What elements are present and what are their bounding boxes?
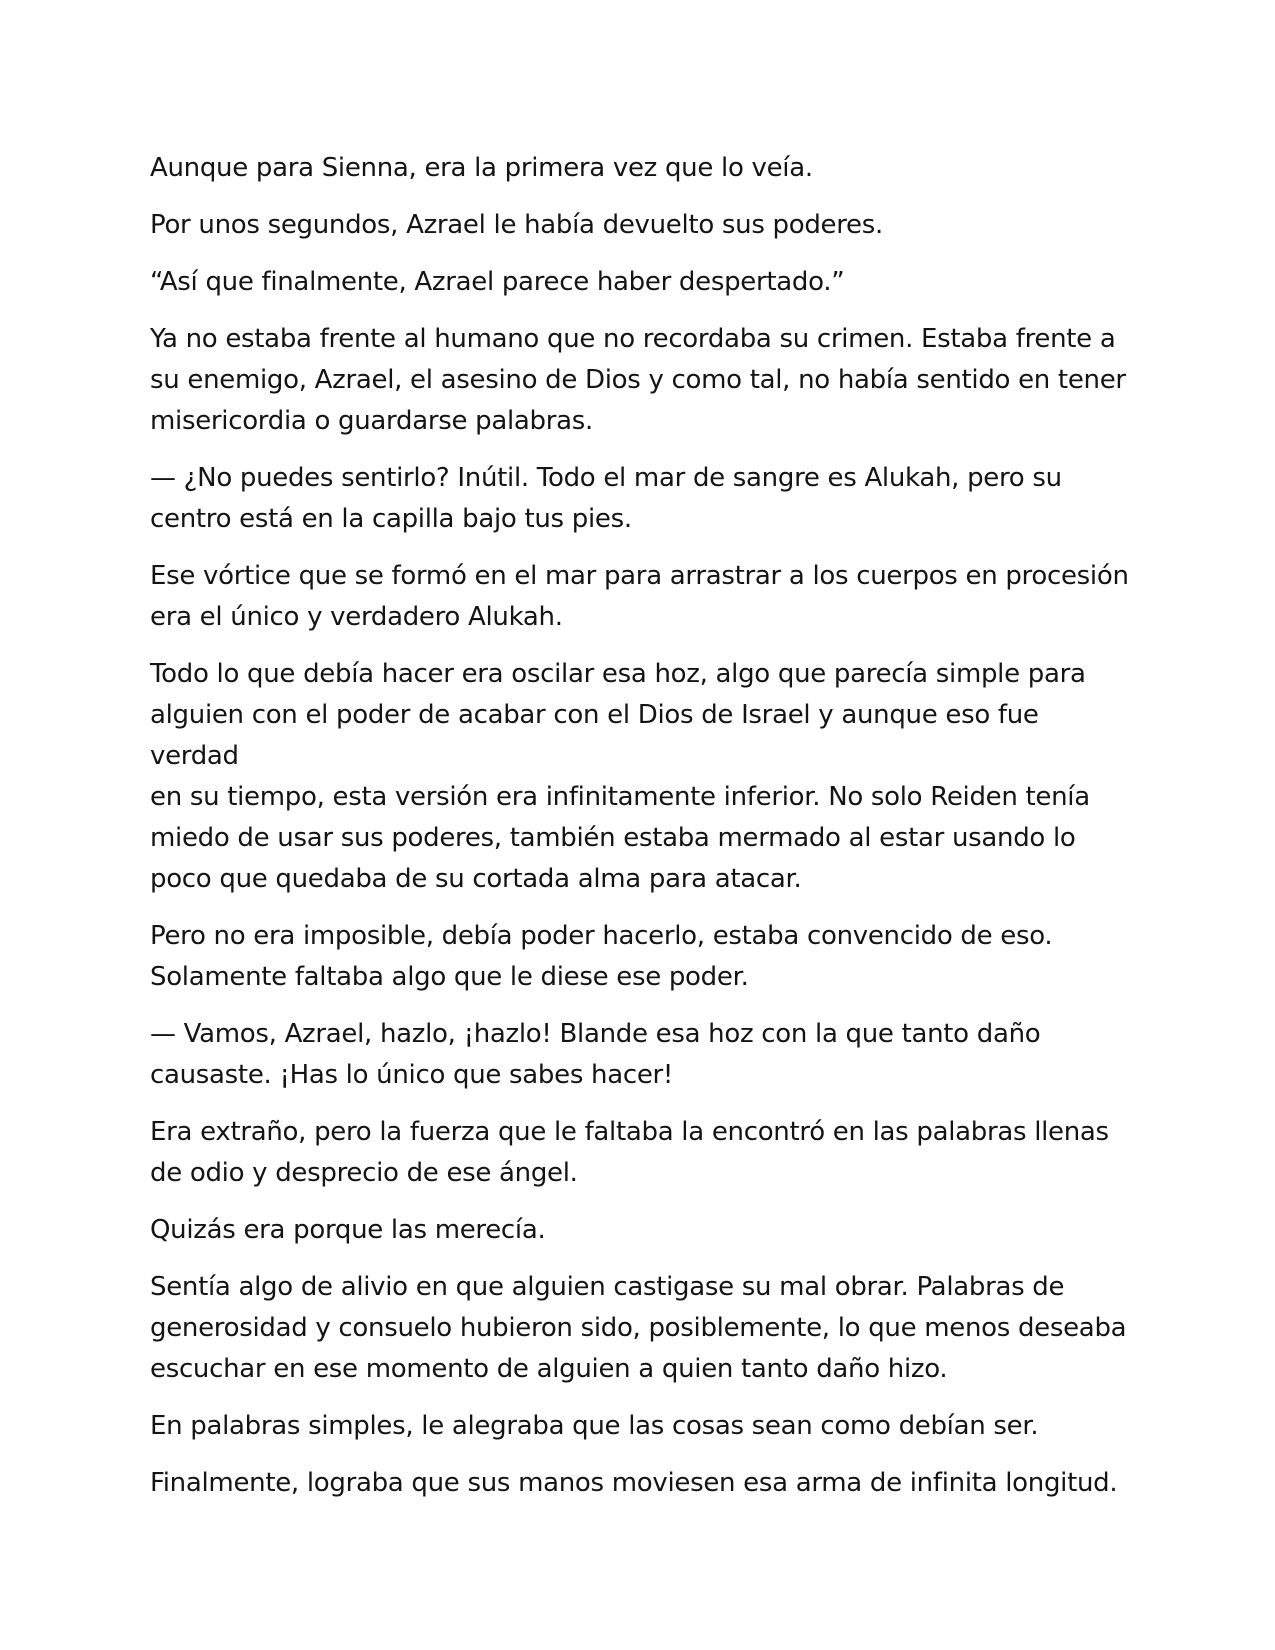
paragraph: En palabras simples, le alegraba que las cosas sean como debían ser. (150, 1411, 1039, 1441)
paragraph: Sentía algo de alivio en que alguien castigase su mal obrar. Palabras de generosidad y consuelo hubieron sido, posiblemente, lo que menos deseaba escuchar en ese momento de alguien a quien tanto daño hizo. (150, 1272, 1127, 1384)
paragraph: — Vamos, Azrael, hazlo, ¡hazlo! Blande esa hoz con la que tanto daño causaste. ¡Has lo único que sabes hacer! (150, 1019, 1041, 1090)
body-text (150, 148, 1135, 1520)
paragraph: — ¿No puedes sentirlo? Inútil. Todo el mar de sangre es Alukah, pero su centro está en la capilla bajo tus pies. (150, 463, 1062, 534)
paragraph: Aunque para Sienna, era la primera vez que lo veía. (150, 153, 813, 183)
paragraph: Por unos segundos, Azrael le había devuelto sus poderes. (150, 210, 883, 240)
paragraph: Era extraño, pero la fuerza que le faltaba la encontró en las palabras llenas de odio y desprecio de ese ángel. (150, 1117, 1109, 1188)
paragraph: Todo lo que debía hacer era oscilar esa hoz, algo que parecía simple para alguien con el poder de acabar con el Dios de Israel y aunque eso fue verdad en su tiempo, esta versión era infinitamente inferior. No solo Reiden tenía miedo de usar sus poderes, también estaba mermado al estar usando lo poco que quedaba de su cortada alma para atacar. (150, 659, 1090, 894)
paragraph: Finalmente, lograba que sus manos moviesen esa arma de infinita longitud. (150, 1468, 1118, 1498)
paragraph: Pero no era imposible, debía poder hacerlo, estaba convencido de eso. Solamente faltaba algo que le diese ese poder. (150, 921, 1053, 992)
paragraph: Ese vórtice que se formó en el mar para arrastrar a los cuerpos en procesión era el único y verdadero Alukah. (150, 561, 1129, 632)
paragraph: Quizás era porque las merecía. (150, 1215, 546, 1245)
paragraph: “Así que finalmente, Azrael parece haber despertado.” (150, 267, 845, 297)
paragraph: Ya no estaba frente al humano que no recordaba su crimen. Estaba frente a su enemigo, Azrael, el asesino de Dios y como tal, no había sentido en tener misericordia o guardarse palabras. (150, 324, 1126, 436)
